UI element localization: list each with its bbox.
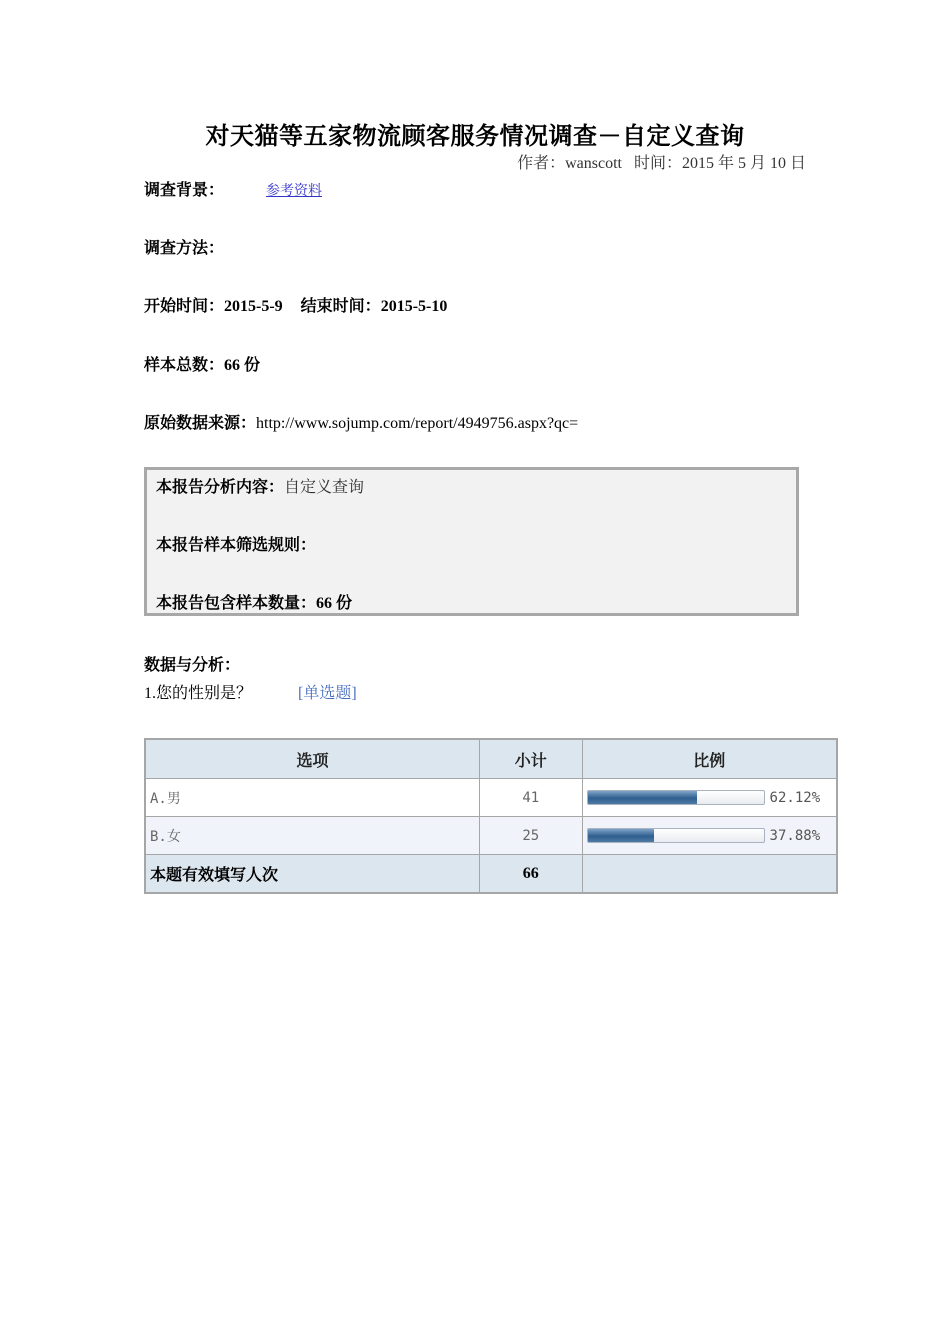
author: 作者：wanscott [517,155,622,172]
ratio-cell [582,817,837,855]
background-label: 调查背景： [144,182,225,199]
table-header-row [145,739,837,779]
sample-label: 样本总数： [144,357,225,374]
end-date: 2015-5-10 [380,298,448,315]
reference-link[interactable]: 参考资料 [266,184,323,199]
sample-row [144,356,260,376]
ratio-cell [582,779,837,817]
count-cell: 25 [479,817,582,855]
total-empty-cell [582,855,837,894]
header-ratio: 比例 [582,739,837,779]
report-date: 时间：2015 年 5 月 10 日 [633,155,806,172]
source-url: http://www.sojump.com/report/4949756.aspx?qc= [256,415,579,432]
percent-label: 62.12% [769,789,821,806]
total-label: 本题有效填写人次 [145,855,479,894]
table-row [145,779,837,817]
report-info-box [144,467,799,616]
progress-fill [588,829,655,842]
source-label: 原始数据来源： [144,415,257,432]
count-cell: 41 [479,779,582,817]
percent-label: 37.88% [769,827,821,844]
analysis-heading: 数据与分析： [144,657,241,674]
start-date: 2015-5-9 [224,298,283,315]
end-label: 结束时间： [300,298,381,315]
total-value: 66 [479,855,582,894]
option-cell: B.女 [145,817,479,855]
progress-bar [587,828,765,843]
result-table [144,738,838,894]
filter-label: 本报告样本筛选规则： [156,537,317,554]
method-label: 调查方法： [144,240,225,257]
period-row [144,297,447,317]
sample-value: 66 份 [224,357,261,374]
table-row [145,817,837,855]
progress-bar [587,790,765,805]
start-label: 开始时间： [144,298,225,315]
byline [517,150,806,173]
count-label: 本报告包含样本数量： [156,595,317,612]
question-line [144,684,357,704]
source-row [144,414,578,434]
count-line [156,594,352,614]
header-count: 小计 [479,739,582,779]
count-value: 66 份 [316,595,353,612]
option-cell: A.男 [145,779,479,817]
report-title: 对天猫等五家物流顾客服务情况调查－自定义查询 [205,124,745,150]
question-type: [单选题] [298,685,357,702]
content-label: 本报告分析内容： [156,479,285,496]
progress-fill [588,791,697,804]
total-row [145,855,837,894]
header-option: 选项 [145,739,479,779]
content-line [156,478,364,498]
question-text: 1.您的性别是？ [144,685,253,702]
content-value: 自定义查询 [284,479,365,496]
background-row [144,181,322,202]
